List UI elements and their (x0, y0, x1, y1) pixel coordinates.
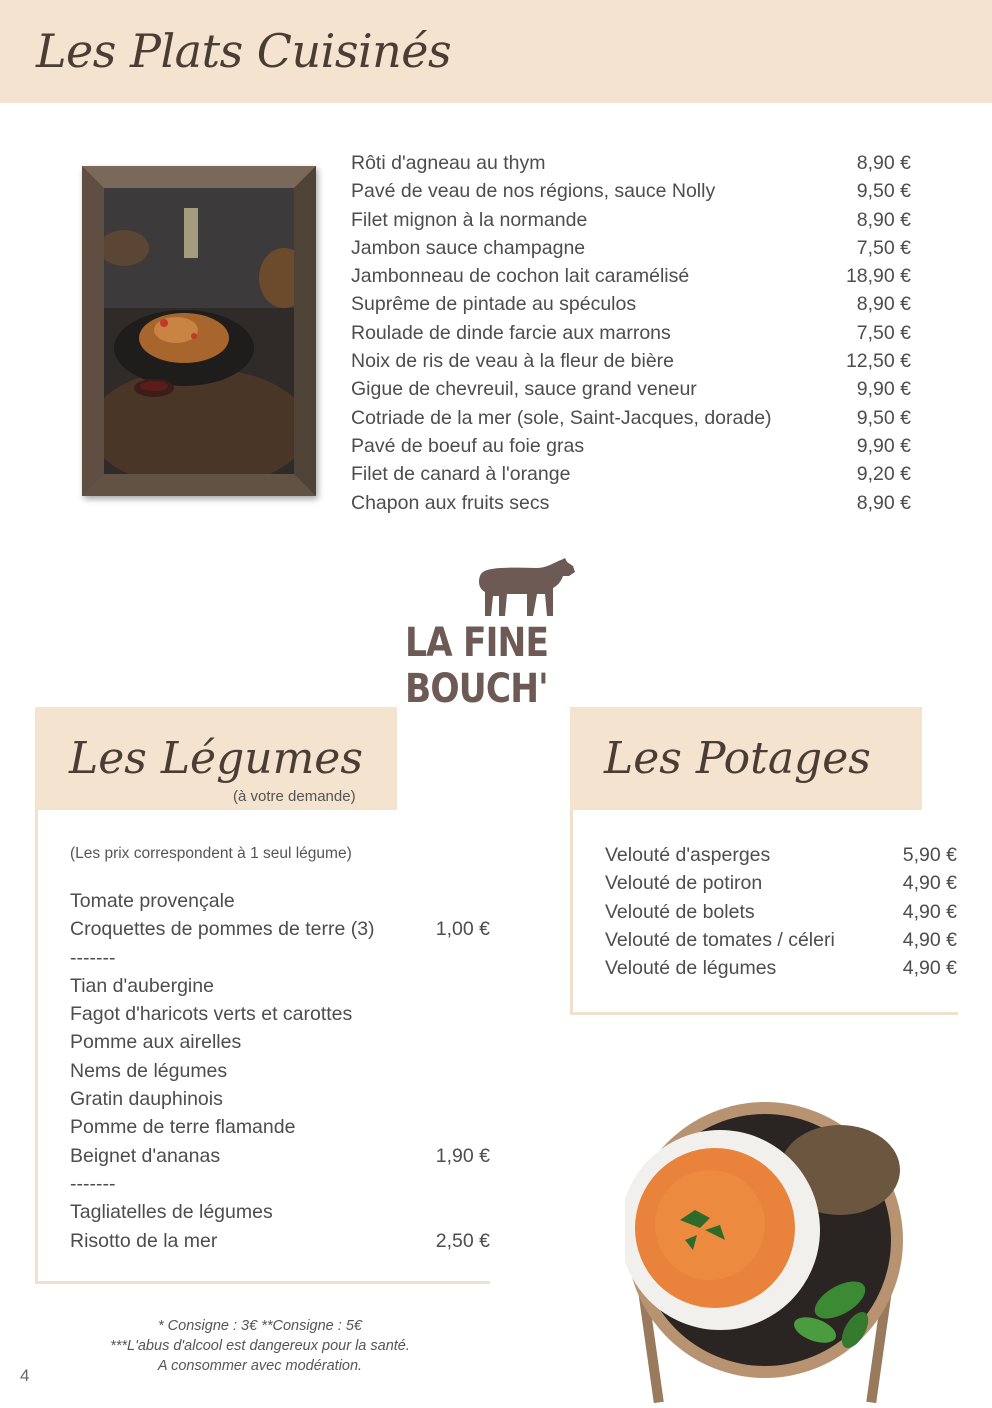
menu-item (70, 975, 490, 1003)
menu-item (70, 1201, 490, 1229)
menu-item (351, 265, 911, 293)
menu-item (351, 350, 911, 378)
menu-item (70, 947, 490, 975)
menu-item-name: Cotriade de la mer (sole, Saint-Jacques, dorade) (351, 406, 772, 429)
menu-item-name: Tian d'aubergine (70, 974, 214, 997)
menu-item (70, 1145, 490, 1173)
menu-item-price: 4,90 € (902, 872, 957, 895)
menu-item (605, 844, 957, 872)
legumes-list (70, 890, 490, 1258)
footer-alcohol-warning: ***L'abus d'alcool est dangereux pour la santé. (110, 1338, 410, 1354)
menu-item-name: Beignet d'ananas (70, 1144, 221, 1167)
menu-item-price: 1,00 € (435, 918, 490, 941)
soup-bowl-icon (625, 1100, 905, 1403)
menu-item-price: 8,90 € (856, 293, 911, 316)
menu-item-name: Fagot d'haricots verts et carottes (70, 1003, 353, 1026)
menu-item-name: Nems de légumes (70, 1059, 228, 1082)
legumes-header (35, 707, 397, 810)
menu-item-name: Gratin dauphinois (70, 1088, 223, 1111)
menu-item (351, 463, 911, 491)
menu-item-name: Pomme de terre flamande (70, 1116, 296, 1139)
menu-item-name: Tomate provençale (70, 890, 235, 912)
menu-item-name: Noix de ris de veau à la fleur de bière (351, 350, 675, 373)
menu-item-name: ------- (70, 946, 116, 969)
menu-item-name: Jambonneau de cochon lait caramélisé (351, 265, 690, 288)
menu-item (351, 435, 911, 463)
menu-item (351, 180, 911, 208)
menu-item-price: 8,90 € (856, 491, 911, 514)
menu-item-price: 7,50 € (856, 321, 911, 344)
menu-item-name: Filet de canard à l'orange (351, 463, 571, 486)
logo-text: LA FINE BOUCH' (405, 620, 549, 712)
menu-item (351, 492, 911, 520)
menu-item-name: Velouté de bolets (605, 900, 755, 923)
menu-item-price: 8,90 € (856, 152, 911, 174)
page-title: Les Plats Cuisinés (36, 24, 452, 78)
header-band (0, 0, 992, 103)
menu-item (605, 901, 957, 929)
menu-item-price: 9,50 € (856, 406, 911, 429)
menu-item-name: Chapon aux fruits secs (351, 491, 550, 514)
menu-item-name: Velouté de légumes (605, 957, 777, 980)
menu-item-price: 12,50 € (845, 350, 911, 373)
menu-item-price: 1,90 € (435, 1144, 490, 1167)
menu-item (70, 1173, 490, 1201)
menu-item-name: Croquettes de pommes de terre (3) (70, 918, 375, 941)
potages-title: Les Potages (604, 733, 871, 784)
menu-item (605, 872, 957, 900)
menu-item-name: Rôti d'agneau au thym (351, 152, 546, 174)
menu-item-name: Gigue de chevreuil, sauce grand veneur (351, 378, 697, 401)
plats-list (351, 152, 911, 520)
menu-item-price: 4,90 € (902, 900, 957, 923)
menu-item (70, 1060, 490, 1088)
menu-item-name: Jambon sauce champagne (351, 236, 586, 259)
dish-photo-icon (104, 188, 294, 474)
footer-notes (60, 1316, 460, 1376)
footer-consigne: * Consigne : 3€ **Consigne : 5€ (158, 1318, 362, 1334)
menu-item (351, 322, 911, 350)
menu-item-price: 2,50 € (435, 1229, 490, 1252)
menu-item-name: Pomme aux airelles (70, 1031, 242, 1054)
menu-item-price: 8,90 € (856, 208, 911, 231)
menu-item-name: Pavé de veau de nos régions, sauce Nolly (351, 180, 716, 203)
menu-item (605, 929, 957, 957)
soup-bowl-photo (625, 1100, 905, 1403)
menu-item-price: 4,90 € (902, 957, 957, 980)
menu-item (70, 1116, 490, 1144)
menu-item (70, 1230, 490, 1258)
menu-item-price: 18,90 € (845, 265, 911, 288)
potages-header (570, 707, 922, 810)
page-number: 4 (20, 1366, 30, 1385)
menu-item (351, 209, 911, 237)
menu-item (351, 407, 911, 435)
menu-item (351, 378, 911, 406)
legumes-title: Les Légumes (69, 733, 363, 784)
legumes-note: (Les prix correspondent à 1 seul légume) (70, 845, 352, 862)
menu-item-name: Suprême de pintade au spéculos (351, 293, 637, 316)
menu-item (351, 152, 911, 180)
menu-item-price: 5,90 € (902, 844, 957, 866)
menu-item (70, 890, 490, 918)
menu-item-price: 4,90 € (902, 928, 957, 951)
menu-item-price: 9,90 € (856, 378, 911, 401)
menu-item (351, 293, 911, 321)
menu-item-name: Tagliatelles de légumes (70, 1201, 273, 1224)
cow-icon (477, 556, 577, 618)
menu-item-name: Pavé de boeuf au foie gras (351, 434, 585, 457)
legumes-subtitle: (à votre demande) (233, 788, 356, 805)
footer-moderation: A consommer avec modération. (157, 1358, 363, 1374)
menu-item (605, 957, 957, 985)
menu-item-name: Velouté de potiron (605, 872, 763, 895)
menu-item-name: Velouté de tomates / céleri (605, 928, 835, 951)
menu-item (70, 1003, 490, 1031)
menu-item (70, 1031, 490, 1059)
framed-dish-photo (82, 166, 316, 496)
menu-item-price: 7,50 € (856, 236, 911, 259)
menu-item (351, 237, 911, 265)
menu-item-name: ------- (70, 1172, 116, 1195)
menu-item-name: Velouté d'asperges (605, 844, 771, 866)
menu-item-price: 9,90 € (856, 434, 911, 457)
menu-item-price: 9,20 € (856, 463, 911, 486)
menu-item-price: 9,50 € (856, 180, 911, 203)
menu-item (70, 1088, 490, 1116)
menu-item-name: Filet mignon à la normande (351, 208, 588, 231)
restaurant-logo (405, 556, 655, 712)
potages-list (605, 844, 957, 985)
menu-item (70, 918, 490, 946)
menu-item-name: Risotto de la mer (70, 1229, 218, 1252)
menu-item-name: Roulade de dinde farcie aux marrons (351, 321, 671, 344)
